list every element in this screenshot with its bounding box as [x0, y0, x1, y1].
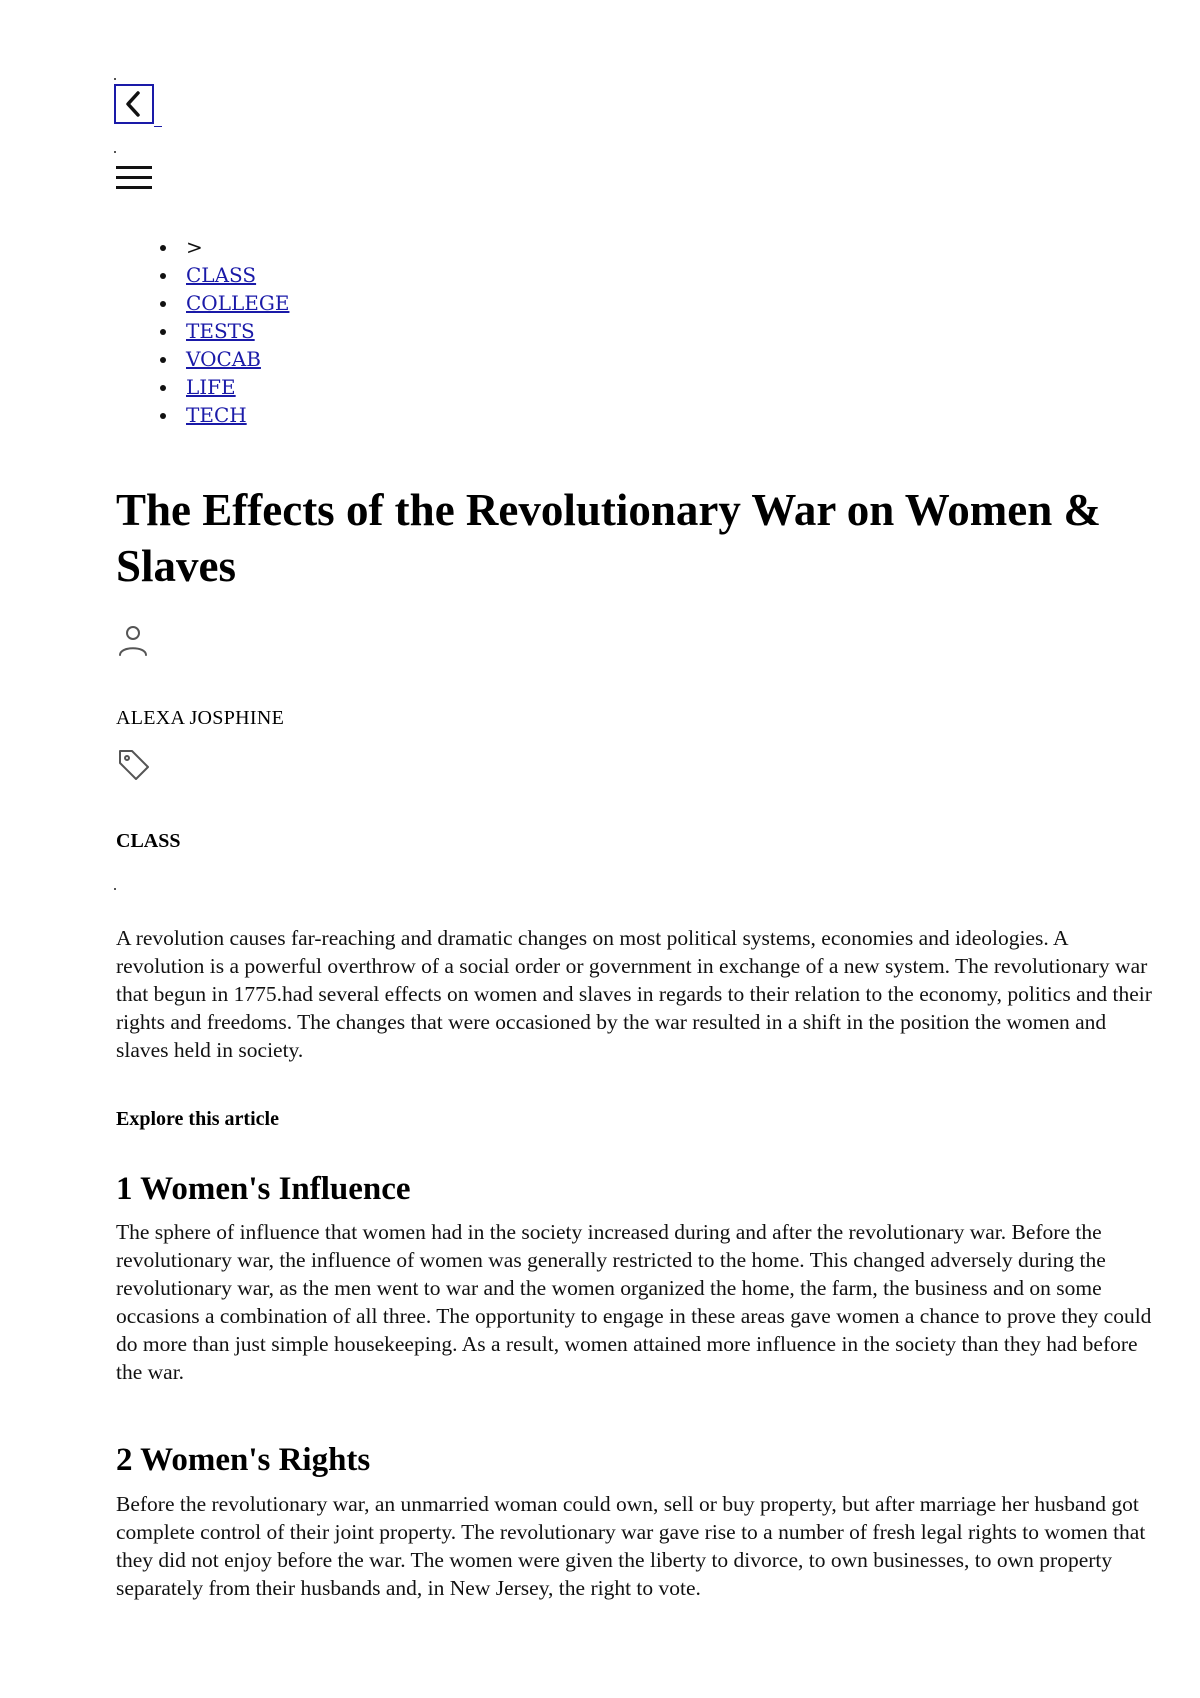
decor-dot [114, 151, 116, 153]
section-body: The sphere of influence that women had in the society increased during and after the revolutionary war. Before the revolutionary war, the influence of women was generally restricted to the home. This changed adversely during the revolutionary war, as the men went to war and the women organized the home, the farm, the business and on some occasions a combination of all three. The opportunity to engage in these areas gave women a chance to prove they could do more than just simple housekeeping. As a result, women attained more influence in the society than they had before the war. [116, 1220, 1152, 1384]
user-icon [116, 623, 150, 661]
section-heading: 2 Women's Rights [116, 1442, 371, 1478]
decor-dot [114, 888, 116, 890]
tag-icon [116, 746, 152, 786]
category-label: CLASS [116, 830, 181, 852]
author-name: ALEXA JOSPHINE [116, 707, 285, 729]
main-nav [157, 233, 289, 429]
decor-dot [114, 78, 116, 80]
nav-item-vocab [157, 345, 289, 373]
section-heading: 1 Women's Influence [116, 1171, 411, 1207]
chevron-left-icon [116, 86, 152, 122]
nav-link-vocab[interactable]: VOCAB [186, 347, 261, 371]
nav-link-tests[interactable]: TESTS [186, 319, 255, 343]
nav-item-class [157, 261, 289, 289]
nav-link-class[interactable]: CLASS [186, 263, 257, 287]
explore-heading: Explore this article [116, 1108, 279, 1130]
nav-item-college [157, 289, 289, 317]
back-link-underline [154, 126, 162, 127]
article-title: The Effects of the Revolutionary War on Women & Slaves [116, 485, 1101, 591]
section-body: Before the revolutionary war, an unmarried woman could own, sell or buy property, but after marriage her husband got complete control of their joint property. The revolutionary war gave rise to a number of fresh legal rights to women that they did not enjoy before the war. The women were given the liberty to divorce, to own businesses, to own property separately from their husbands and, in New Jersey, the right to vote. [116, 1492, 1146, 1600]
hamburger-menu-icon [116, 166, 152, 169]
nav-item-tech [157, 401, 289, 429]
back-button[interactable] [114, 84, 154, 124]
nav-link-life[interactable]: LIFE [186, 375, 236, 399]
nav-item-life [157, 373, 289, 401]
nav-breadcrumb: > [157, 233, 289, 261]
menu-button[interactable] [116, 166, 152, 192]
article-intro: A revolution causes far-reaching and dramatic changes on most political systems, economies and ideologies. A revolution is a powerful overthrow of a social order or government in exchange of a new system. The revolutionary war that begun in 1775.had several effects on women and slaves in regards to their relation to the economy, politics and their rights and freedoms. The changes that were occasioned by the war resulted in a shift in the position the women and slaves held in society. [116, 926, 1152, 1062]
nav-item-tests [157, 317, 289, 345]
nav-link-tech[interactable]: TECH [186, 403, 247, 427]
nav-link-college[interactable]: COLLEGE [186, 291, 290, 315]
